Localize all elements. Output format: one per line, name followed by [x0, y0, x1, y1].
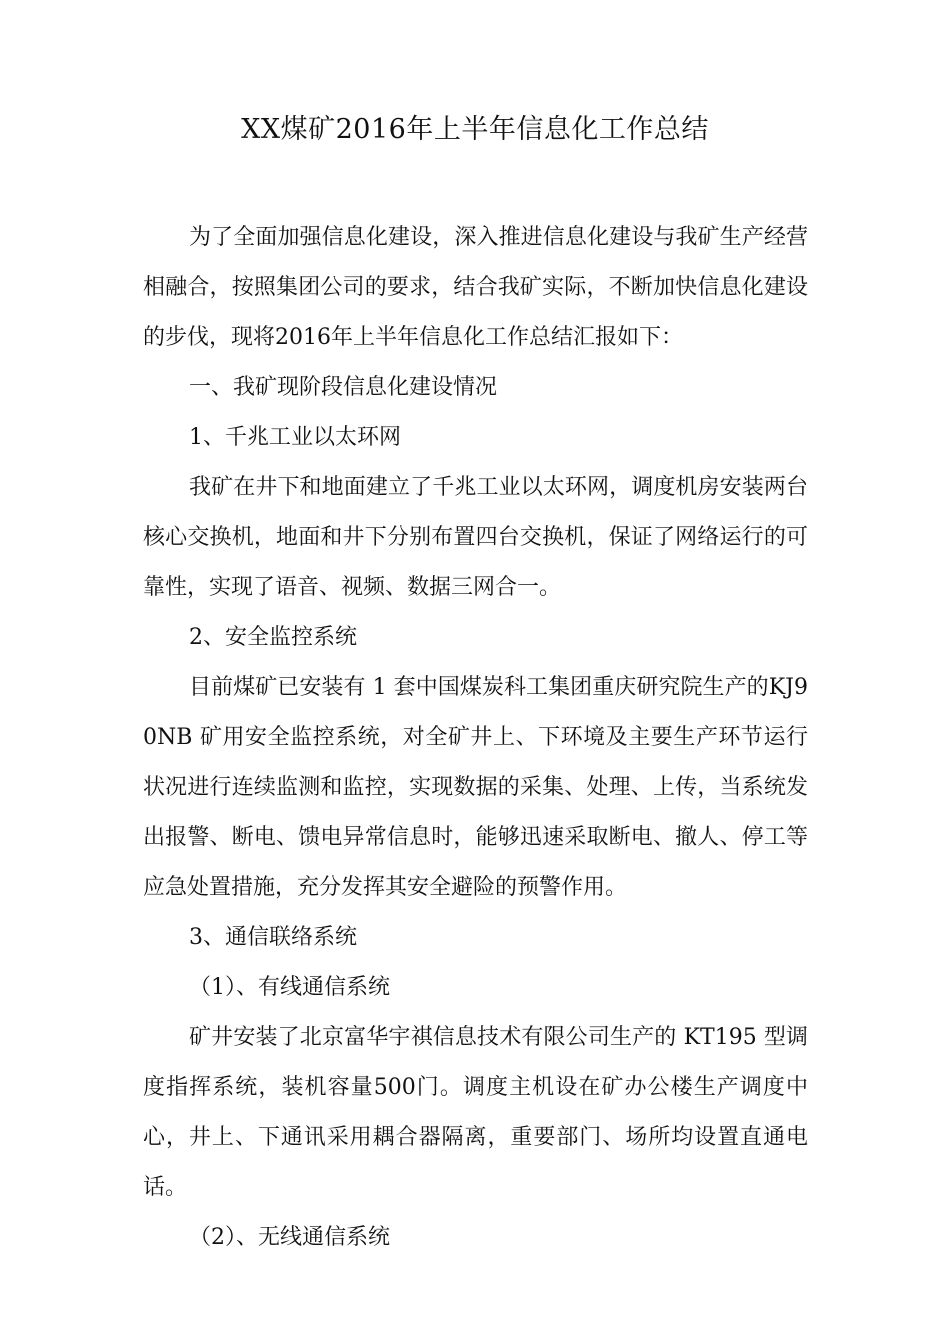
subsection-heading-wireless: （2）、无线通信系统	[189, 1225, 390, 1250]
intro-paragraph: 为了全面加强信息化建设，深入推进信息化建设与我矿生产经营相融合，按照集团公司的要求，结合我矿实际，不断加快信息化建设的步伐，现将2016年上半年信息化工作总结汇报如下：	[143, 225, 808, 350]
document-title: XX煤矿2016年上半年信息化工作总结	[241, 114, 709, 145]
subsection-heading-monitoring: 2、安全监控系统	[189, 625, 357, 650]
subsection-heading-wired: （1）、有线通信系统	[189, 975, 390, 1000]
wired-paragraph: 矿井安装了北京富华宇祺信息技术有限公司生产的 KT195 型调度指挥系统，装机容量500门。调度主机设在矿办公楼生产调度中心，井上、下通讯采用耦合器隔离，重要部门、场所均设置直通电话。	[143, 1025, 808, 1200]
section-heading-1: 一、我矿现阶段信息化建设情况	[189, 375, 498, 400]
document-body	[143, 213, 808, 1263]
monitoring-paragraph: 目前煤矿已安装有 1 套中国煤炭科工集团重庆研究院生产的KJ90NB 矿用安全监控系统，对全矿井上、下环境及主要生产环节运行状况进行连续监测和监控，实现数据的采集、处理、上传，当系统发出报警、断电、馈电异常信息时，能够迅速采取断电、撤人、停工等应急处置措施，充分发挥其安全避险的预警作用。	[143, 675, 808, 900]
subsection-heading-communication: 3、通信联络系统	[189, 925, 357, 950]
ethernet-paragraph: 我矿在井下和地面建立了千兆工业以太环网，调度机房安装两台核心交换机，地面和井下分别布置四台交换机，保证了网络运行的可靠性，实现了语音、视频、数据三网合一。	[143, 475, 808, 600]
subsection-heading-ethernet: 1、千兆工业以太环网	[189, 425, 401, 450]
